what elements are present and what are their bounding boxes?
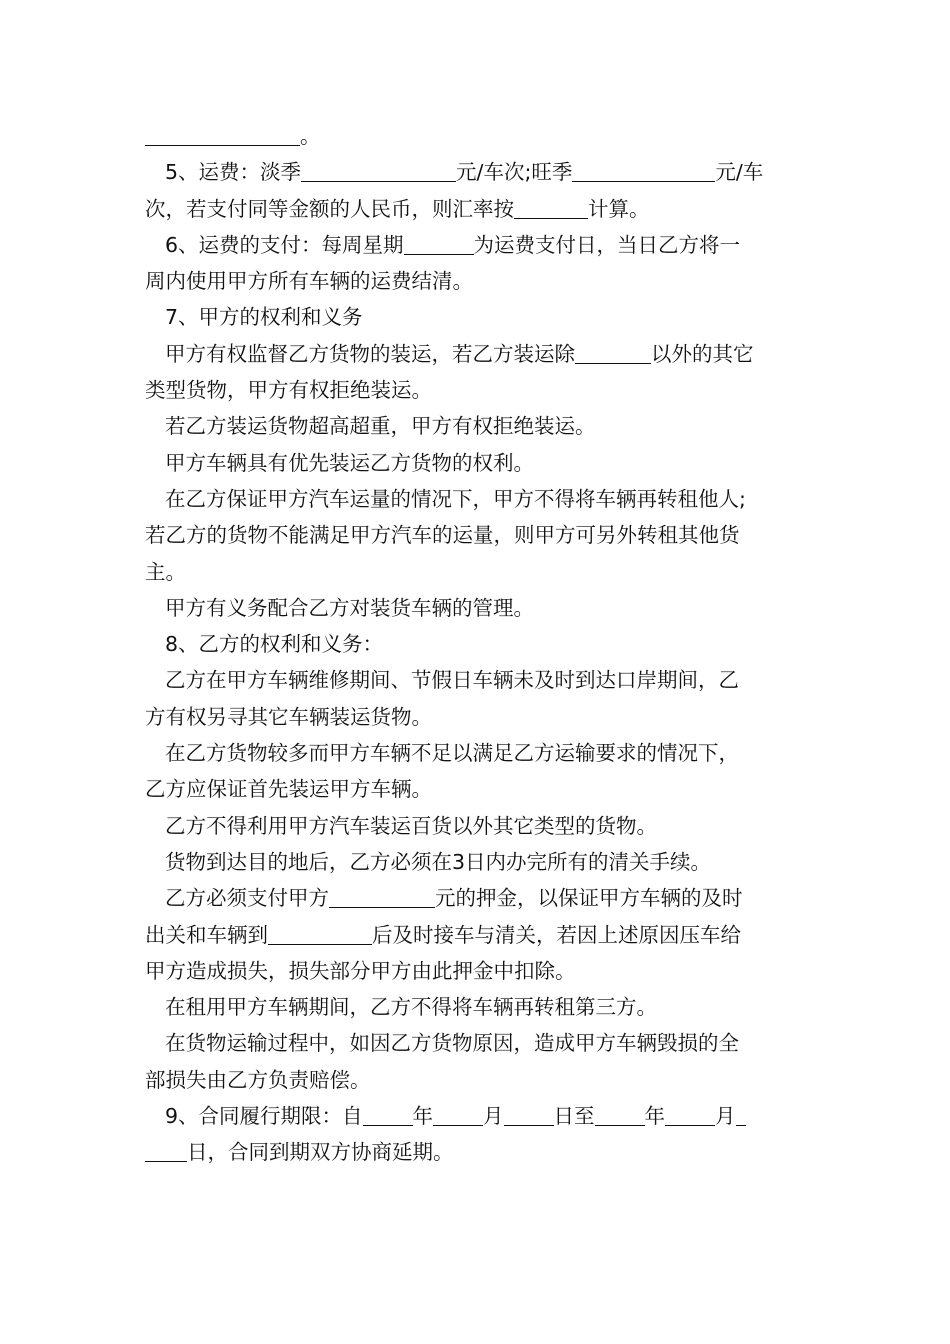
text-line: [145, 554, 810, 590]
text-line: [145, 771, 810, 807]
text-run: 乙方不得利用甲方汽车装运百货以外其它类型的货物。: [165, 813, 657, 838]
text-run: 乙方在甲方车辆维修期间、节假日车辆未及时到达口岸期间，乙: [165, 668, 739, 693]
contract-body: [145, 118, 810, 1171]
fill-in-blank: [329, 885, 435, 908]
text-line: [145, 662, 810, 698]
text-line: [145, 336, 810, 372]
text-run: 在乙方货物较多而甲方车辆不足以满足乙方运输要求的情况下，: [165, 741, 739, 766]
fill-in-blank: [575, 341, 651, 364]
text-run: 后及时接车与清关，若因上述原因压车给: [372, 922, 741, 947]
text-run: 6、运费的支付：每周星期: [165, 232, 404, 257]
fill-in-blank: [268, 922, 372, 945]
fill-in-blank: [145, 1139, 187, 1162]
text-line: [145, 481, 810, 517]
text-run: 部损失由乙方负责赔偿。: [145, 1067, 371, 1092]
text-line: [145, 808, 810, 844]
text-line: [145, 1134, 810, 1170]
text-run: 货物到达目的地后，乙方必须在3日内办完所有的清关手续。: [165, 849, 712, 874]
text-run: 。: [300, 124, 321, 148]
text-run: 次，若支付同等金额的人民币，则汇率按: [145, 196, 514, 221]
fill-in-blank: [665, 1103, 715, 1126]
text-run: 元的押金，以保证甲方车辆的及时: [435, 886, 743, 911]
text-line: [145, 408, 810, 444]
fill-in-blank: [301, 159, 456, 182]
fill-in-blank: [504, 1103, 554, 1126]
text-run: 类型货物，甲方有权拒绝装运。: [145, 378, 432, 403]
text-run: 以外的其它: [651, 341, 754, 366]
text-line: [145, 917, 810, 953]
text-run: 乙方应保证首先装运甲方车辆。: [145, 777, 432, 802]
text-line: [145, 989, 810, 1025]
text-line: [145, 517, 810, 553]
text-run: 乙方必须支付甲方: [165, 886, 329, 911]
text-line: [145, 227, 810, 263]
fill-in-blank: [145, 123, 300, 146]
fill-in-blank: [572, 159, 715, 182]
text-line: [145, 1062, 810, 1098]
text-line: [145, 445, 810, 481]
fill-in-blank: [433, 1103, 483, 1126]
text-run: 年: [644, 1104, 666, 1129]
fill-in-blank: [363, 1103, 413, 1126]
text-run: 甲方有权监督乙方货物的装运，若乙方装运除: [165, 341, 575, 366]
text-run: 主。: [145, 559, 186, 584]
text-line: [145, 263, 810, 299]
text-run: 在货物运输过程中，如因乙方货物原因，造成甲方车辆毁损的全: [165, 1031, 739, 1056]
text-line: [145, 191, 810, 227]
text-run: 若乙方装运货物超高超重，甲方有权拒绝装运。: [165, 414, 596, 439]
text-line: [145, 1098, 810, 1134]
text-run: 在乙方保证甲方汽车运量的情况下，甲方不得将车辆再转租他人;: [165, 486, 746, 511]
text-line: [145, 590, 810, 626]
text-run: 日，合同到期双方协商延期。: [187, 1140, 454, 1165]
text-run: 方有权另寻其它车辆装运货物。: [145, 704, 432, 729]
text-run: 8、乙方的权利和义务：: [165, 632, 384, 657]
text-run: 若乙方的货物不能满足甲方汽车的运量，则甲方可另外转租其他货: [145, 523, 740, 548]
text-line: [145, 1025, 810, 1061]
text-line: [145, 844, 810, 880]
text-line: [145, 154, 810, 190]
text-line: [145, 699, 810, 735]
text-run: 甲方有义务配合乙方对装货车辆的管理。: [165, 595, 534, 620]
text-line: [145, 299, 810, 335]
text-run: 日至: [553, 1104, 595, 1129]
text-run: 在租用甲方车辆期间，乙方不得将车辆再转租第三方。: [165, 995, 657, 1020]
text-run: 出关和车辆到: [145, 922, 268, 947]
fill-in-blank: [514, 196, 588, 219]
text-line: [145, 880, 810, 916]
text-run: 为运费支付日，当日乙方将一: [473, 232, 741, 257]
text-run: 甲方造成损失，损失部分甲方由此押金中扣除。: [145, 958, 576, 983]
fill-in-blank: [736, 1103, 746, 1126]
text-run: 7、甲方的权利和义务: [165, 305, 363, 330]
text-run: 元/车: [715, 160, 764, 185]
text-run: 元/车次;旺季: [456, 160, 573, 185]
text-run: 计算。: [588, 196, 650, 221]
fill-in-blank: [404, 232, 474, 255]
text-run: 甲方车辆具有优先装运乙方货物的权利。: [165, 450, 534, 475]
text-run: 5、运费：淡季: [165, 160, 302, 185]
text-run: 9、合同履行期限：自: [165, 1104, 363, 1129]
text-line: [145, 735, 810, 771]
text-run: 月: [483, 1104, 504, 1129]
text-line: [145, 953, 810, 989]
text-run: 年: [412, 1104, 434, 1129]
fill-in-blank: [595, 1103, 645, 1126]
text-run: 月: [715, 1104, 736, 1129]
text-line: [145, 626, 810, 662]
text-run: 周内使用甲方所有车辆的运费结清。: [145, 269, 473, 294]
text-line: [145, 118, 810, 154]
text-line: [145, 372, 810, 408]
